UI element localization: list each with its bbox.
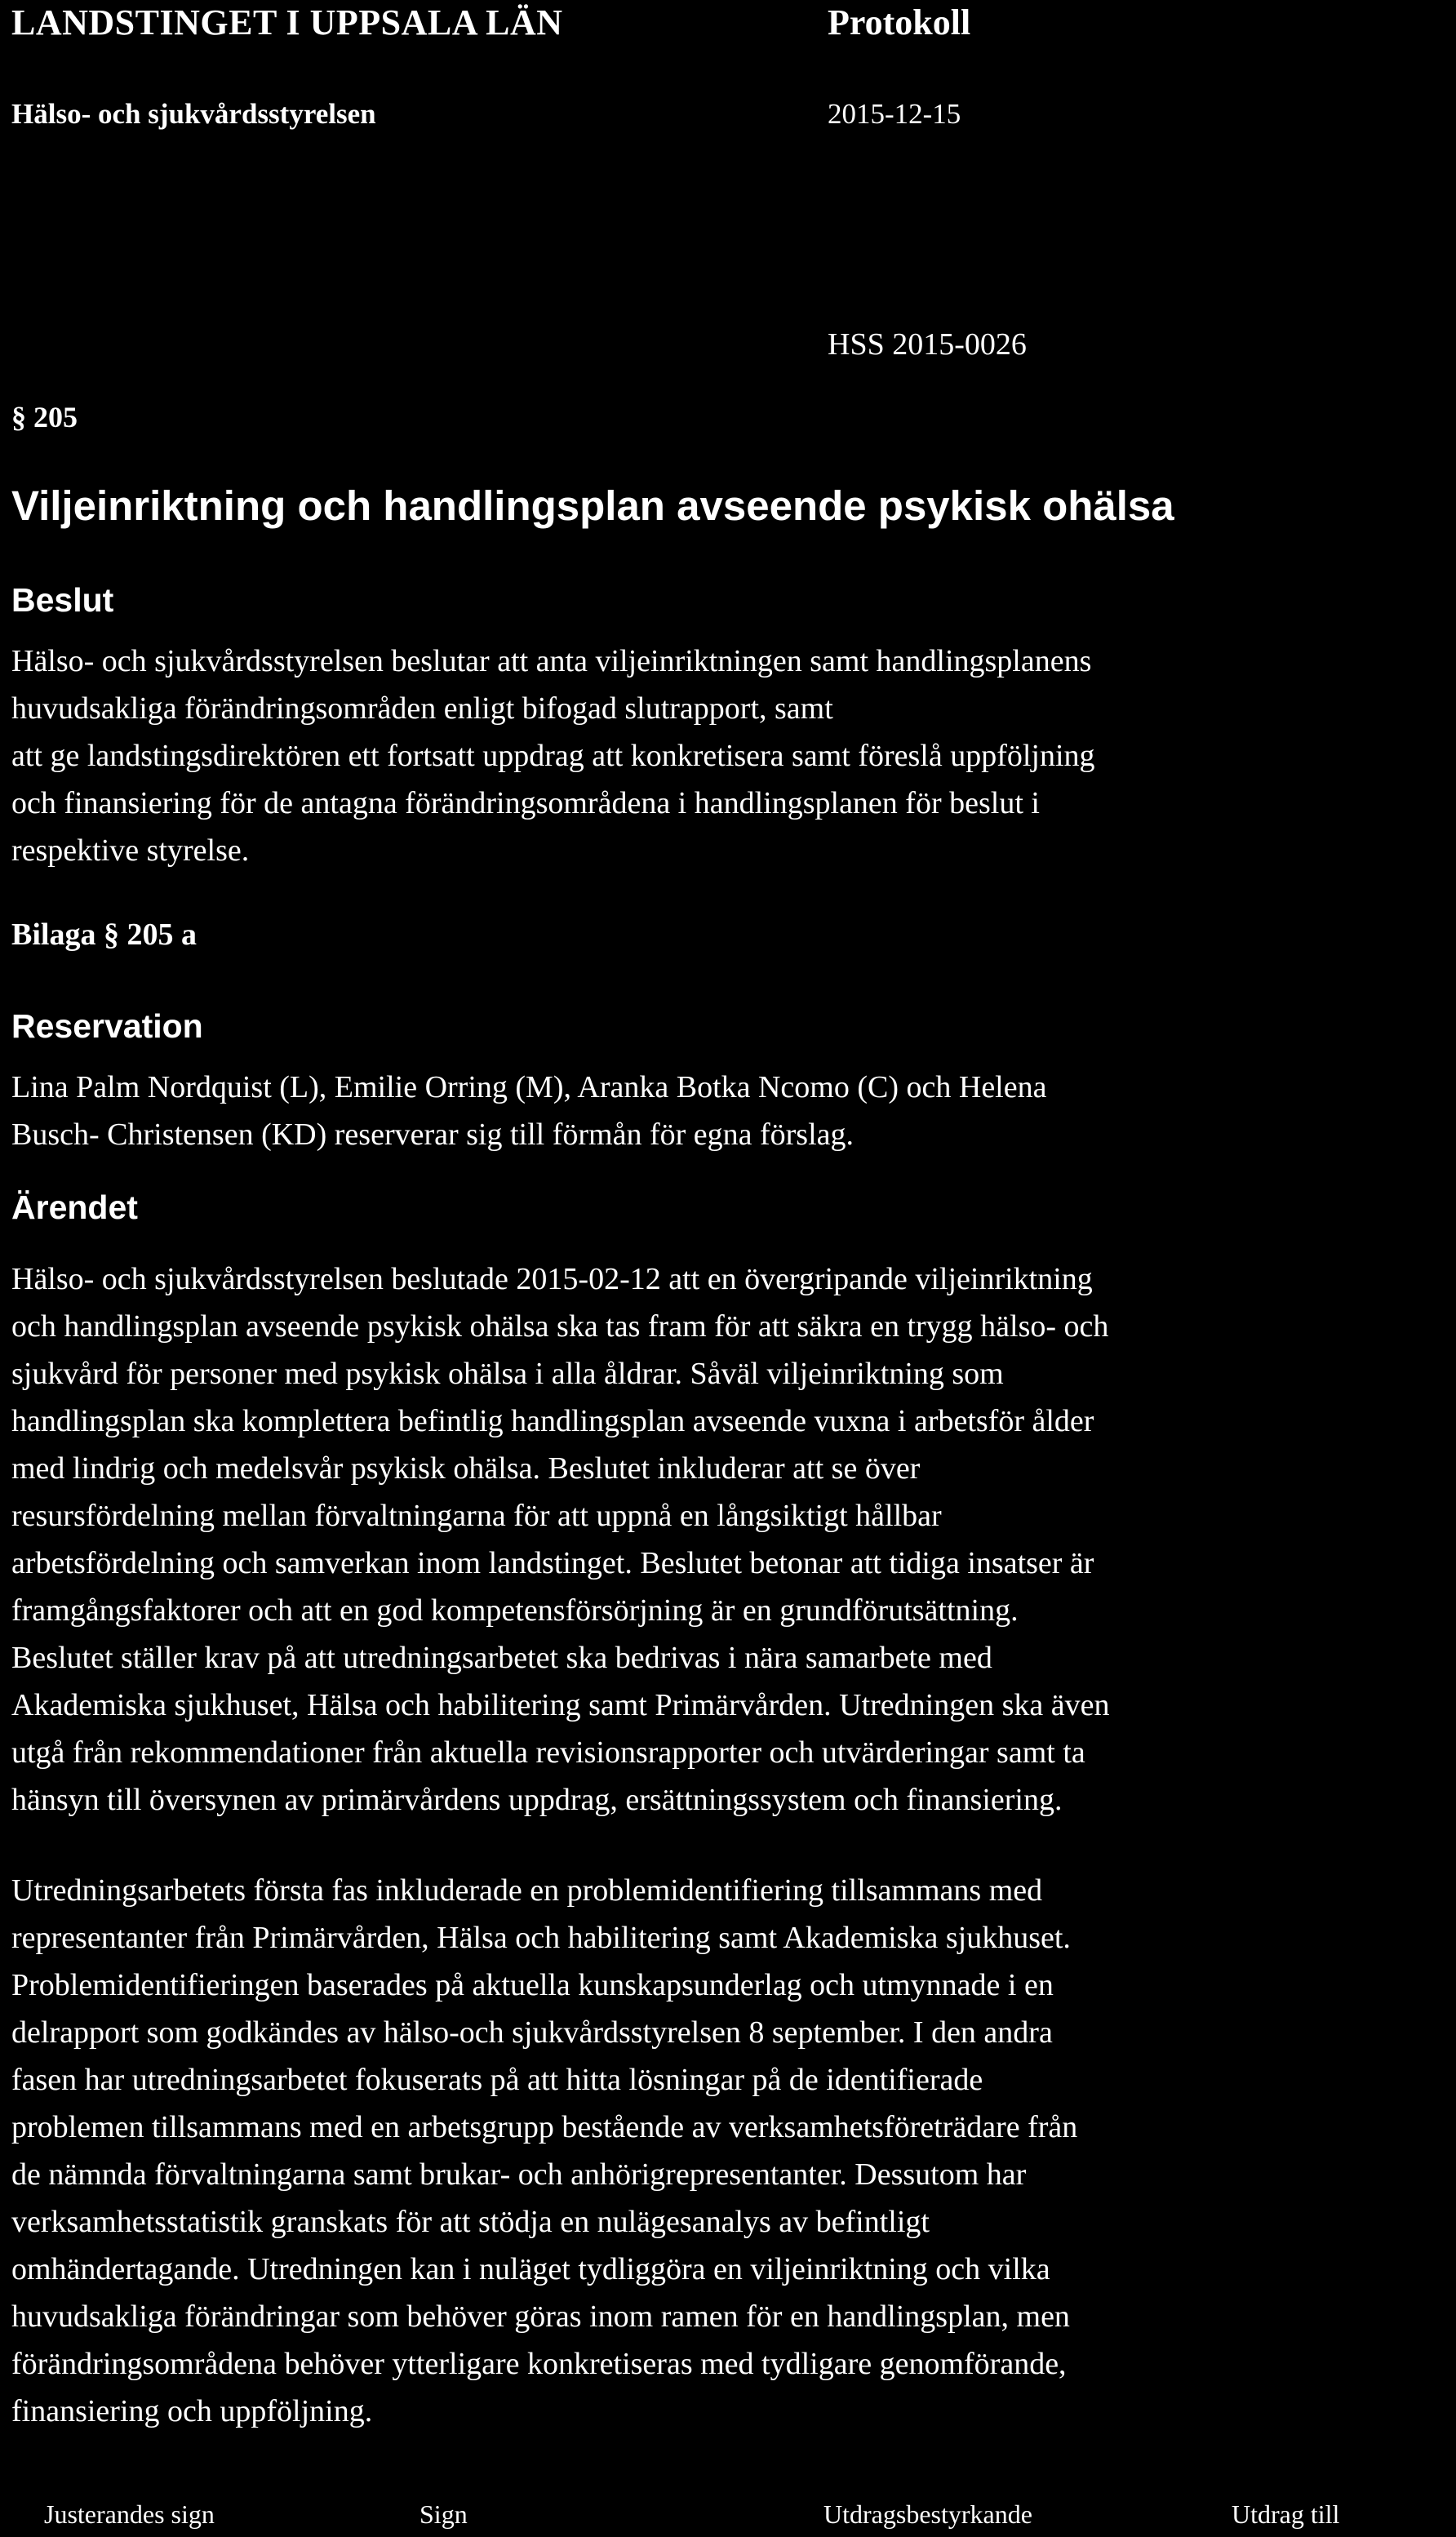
beslut-heading: Beslut [11,581,114,619]
arendet-paragraph-2 [11,1867,1456,2435]
text-line: omhändertagande. Utredningen kan i nuläget tydliggöra en viljeinriktning och vilka [11,2252,1050,2286]
text-line: hänsyn till översynen av primärvårdens uppdrag, ersättningssystem och finansiering. [11,1783,1063,1817]
footer-sign: Sign [419,2499,468,2529]
text-line: med lindrig och medelsvår psykisk ohälsa. Beslutet inkluderar att se över [11,1451,921,1486]
text-line: förändringsområdena behöver ytterligare konkretiseras med tydligare genomförande, [11,2347,1067,2381]
text-line: huvudsakliga förändringar som behöver göras inom ramen för en handlingsplan, men [11,2299,1070,2334]
text-line: sjukvård för personer med psykisk ohälsa i alla åldrar. Såväl viljeinriktning som [11,1357,1004,1391]
reservation-heading: Reservation [11,1007,203,1045]
text-line: Beslutet ställer krav på att utredningsarbetet ska bedrivas i nära samarbete med [11,1641,992,1675]
text-line: Lina Palm Nordquist (L), Emilie Orring (M), Aranka Botka Ncomo (C) och Helena [11,1070,1047,1104]
beslut-text [11,638,1456,874]
text-line: de nämnda förvaltningarna samt brukar- och anhörigrepresentanter. Dessutom har [11,2157,1027,2192]
text-line: verksamhetsstatistik granskats för att stödja en nulägesanalys av befintligt [11,2205,930,2239]
text-line: Problemidentifieringen baserades på aktuella kunskapsunderlag och utmynnade i en [11,1968,1054,2002]
text-line: handlingsplan ska komplettera befintlig handlingsplan avseende vuxna i arbetsför ålder [11,1404,1094,1438]
text-line: respektive styrelse. [11,833,250,868]
text-line: att ge landstingsdirektören ett fortsatt uppdrag att konkretisera samt föreslå uppföljning [11,739,1095,773]
text-line: fasen har utredningsarbetet fokuserats på att hitta lösningar på de identifierade [11,2063,983,2097]
footer-utdrag-till: Utdrag till [1232,2499,1340,2529]
reservation-text [11,1064,1456,1158]
organization-name: LANDSTINGET I UPPSALA LÄN [11,2,563,42]
text-line: utgå från rekommendationer från aktuella revisionsrapporter och utvärderingar samt ta [11,1735,1085,1770]
paragraph-number: § 205 [11,401,78,433]
case-number: HSS 2015-0026 [828,327,1027,362]
footer-justerandes-sign: Justerandes sign [44,2499,215,2529]
text-line: och handlingsplan avseende psykisk ohälsa ska tas fram för att säkra en trygg hälso- och [11,1309,1109,1344]
text-line: resursfördelning mellan förvaltningarna för att uppnå en långsiktigt hållbar [11,1499,942,1533]
board-name: Hälso- och sjukvårdsstyrelsen [11,98,376,130]
text-line: Hälso- och sjukvårdsstyrelsen beslutade 2015-02-12 att en övergripande viljeinriktning [11,1262,1093,1296]
text-line: delrapport som godkändes av hälso-och sjukvårdsstyrelsen 8 september. I den andra [11,2015,1053,2050]
document-date: 2015-12-15 [828,98,961,130]
attachment-reference: Bilaga § 205 a [11,917,197,952]
document-type: Protokoll [828,2,971,42]
text-line: finansiering och uppföljning. [11,2394,373,2428]
text-line: Busch- Christensen (KD) reserverar sig till förmån för egna förslag. [11,1117,855,1152]
arendet-heading: Ärendet [11,1189,138,1226]
text-line: arbetsfördelning och samverkan inom landstinget. Beslutet betonar att tidiga insatser är [11,1546,1094,1580]
text-line: Hälso- och sjukvårdsstyrelsen beslutar att anta viljeinriktningen samt handlingsplanens [11,644,1092,678]
text-line: Akademiska sjukhuset, Hälsa och habilitering samt Primärvården. Utredningen ska även [11,1688,1110,1722]
text-line: representanter från Primärvården, Hälsa och habilitering samt Akademiska sjukhuset. [11,1921,1071,1955]
text-line: och finansiering för de antagna förändringsområdena i handlingsplanen för beslut i [11,786,1040,820]
text-line: Utredningsarbetets första fas inkluderade en problemidentifiering tillsammans med [11,1873,1043,1908]
page-title: Viljeinriktning och handlingsplan avseende psykisk ohälsa [11,482,1174,529]
arendet-paragraph-1 [11,1255,1456,1824]
text-line: huvudsakliga förändringsområden enligt bifogad slutrapport, samt [11,691,833,726]
text-line: problemen tillsammans med en arbetsgrupp bestående av verksamhetsföreträdare från [11,2110,1078,2144]
footer-utdragsbestyrkande: Utdragsbestyrkande [823,2499,1032,2529]
text-line: framgångsfaktorer och att en god kompetensförsörjning är en grundförutsättning. [11,1593,1019,1628]
